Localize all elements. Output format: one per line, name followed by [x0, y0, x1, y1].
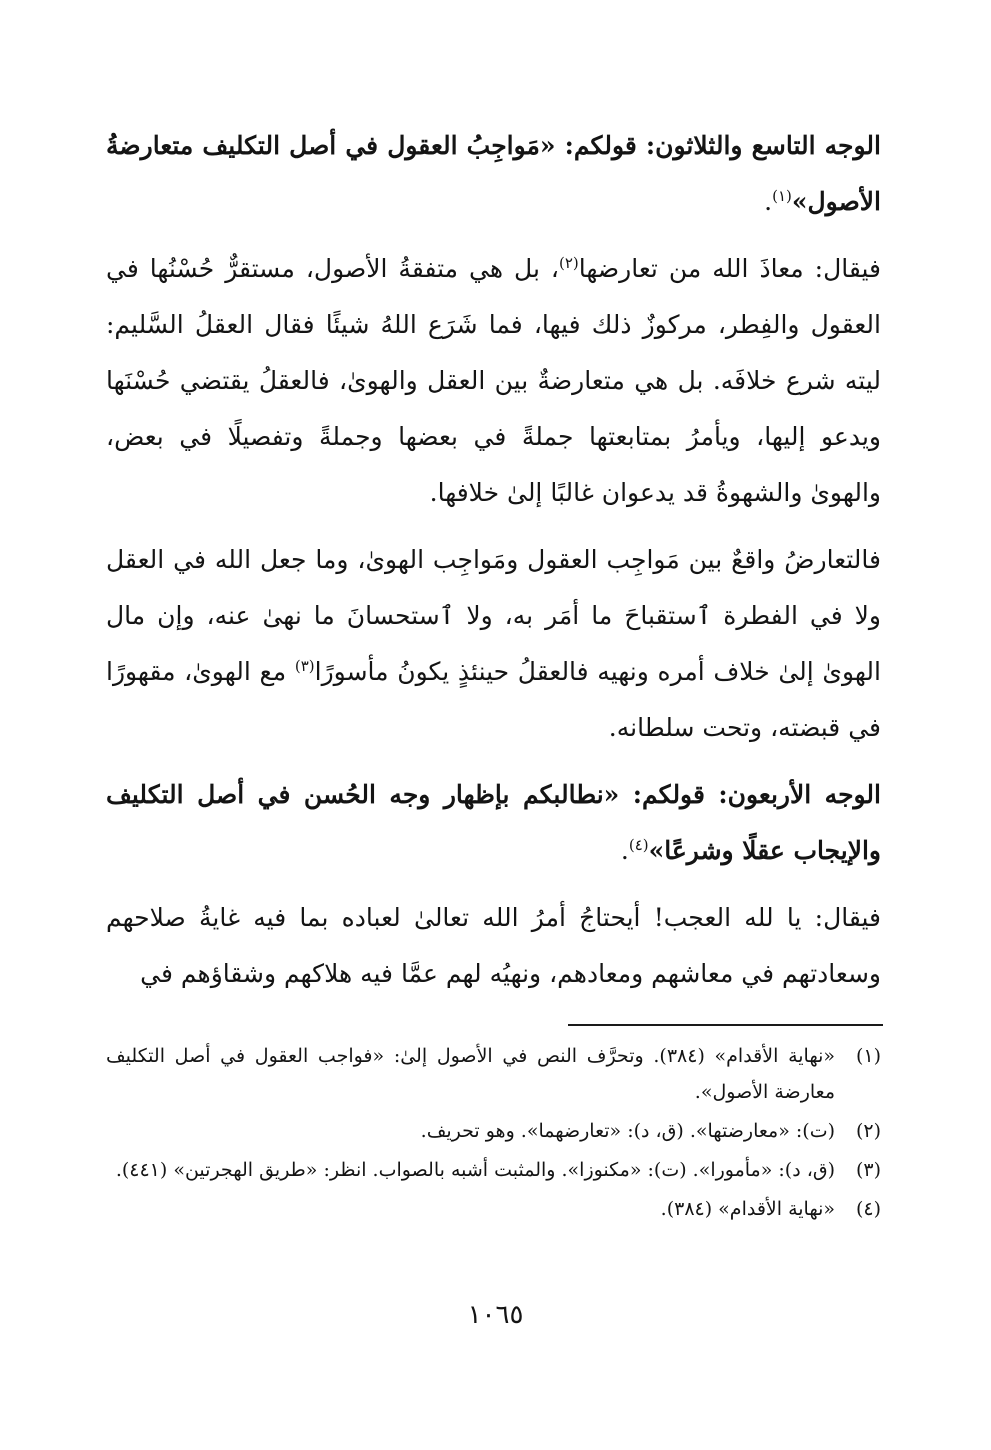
footnote-ref-4[interactable]: (٤)	[628, 836, 649, 854]
footnote-ref-2[interactable]: (٢)	[559, 254, 579, 272]
paragraph-end: .	[764, 187, 773, 216]
paragraph-40th-aspect	[106, 767, 881, 879]
main-text	[106, 118, 881, 1002]
paragraph-response-3	[106, 890, 881, 1002]
footnote-text: (ت): «معارضتها». (ق، د): «تعارضهما». وهو تحريف.	[420, 1120, 835, 1142]
footnote-number: (٤)	[855, 1198, 881, 1220]
footnote-4	[106, 1191, 881, 1227]
paragraph-response-2	[106, 532, 881, 756]
heading-39th-aspect: الوجه التاسع والثلاثون: قولكم: «مَواجِبُ العقول في أصل التكليف متعارضةُ الأصول»	[106, 131, 881, 216]
footnote-1	[106, 1038, 881, 1110]
footnote-text: «نهاية الأقدام» (٣٨٤). وتحرَّف النص في الأصول إلىٰ: «فواجب العقول في أصل التكليف معارضة الأصول».	[106, 1045, 836, 1103]
footnote-ref-1[interactable]: (١)	[772, 187, 792, 205]
page-number: ١٠٦٥	[467, 1300, 524, 1330]
paragraph-39th-aspect	[106, 118, 881, 230]
heading-40th-aspect: الوجه الأربعون: قولكم: «نطالبكم بإظهار وجه الحُسن في أصل التكليف والإيجاب عقلًا وشرعًا»	[106, 780, 881, 865]
text-segment: فيقال: يا لله العجب! أيحتاجُ أمرُ الله تعالىٰ لعباده بما فيه غايةُ صلاحهم وسعادتهم في معاشهم ومعادهم، ونهيُه لهم عمَّا فيه هلاكهم وشقاؤهم في	[106, 903, 881, 988]
text-segment: مع الهوىٰ، مقهورًا في قبضته، وتحت سلطانه.	[106, 657, 881, 742]
footnote-number: (٢)	[855, 1120, 881, 1142]
footnote-2	[106, 1113, 881, 1149]
paragraph-end: .	[620, 836, 629, 865]
text-segment: فالتعارضُ واقعٌ بين مَواجِب العقول ومَواجِب الهوىٰ، وما جعل الله في العقل ولا في الفطرة ٱستقباحَ ما أمَر به، ولا ٱستحسانَ ما نهىٰ عنه، وإن مال الهوىٰ إلىٰ خلاف أمره ونهيه فالعقلُ حينئذٍ يكونُ مأسورًا	[106, 545, 881, 686]
paragraph-response-1	[106, 241, 881, 521]
footnote-text: «نهاية الأقدام» (٣٨٤).	[660, 1198, 835, 1220]
footnote-separator	[568, 1024, 883, 1026]
footnote-3	[106, 1152, 881, 1188]
text-segment: ، بل هي متفقةُ الأصول، مستقرٌّ حُسْنُها في العقول والفِطر، مركوزٌ ذلك فيها، فما شَرَع اللهُ شيئًا فقال العقلُ السَّليم: ليته شرع خلافَه. بل هي متعارضةٌ بين العقل والهوىٰ، فالعقلُ يقتضي حُسْنَها ويدعو إليها، ويأمرُ بمتابعتها جملةً في بعضها وجملةً وتفصيلًا في بعض، والهوىٰ والشهوةُ قد يدعوان غالبًا إلىٰ خلافها.	[106, 254, 881, 507]
text-segment: فيقال: معاذَ الله من تعارضها	[578, 254, 882, 283]
footnote-ref-3[interactable]: (٣)	[294, 657, 315, 675]
footnotes-section	[106, 1038, 881, 1230]
footnote-number: (٣)	[855, 1159, 881, 1181]
footnote-text: (ق، د): «مأمورا». (ت): «مكنوزا». والمثبت أشبه بالصواب. انظر: «طريق الهجرتين» (٤٤١).	[115, 1159, 835, 1181]
footnote-number: (١)	[855, 1045, 881, 1067]
